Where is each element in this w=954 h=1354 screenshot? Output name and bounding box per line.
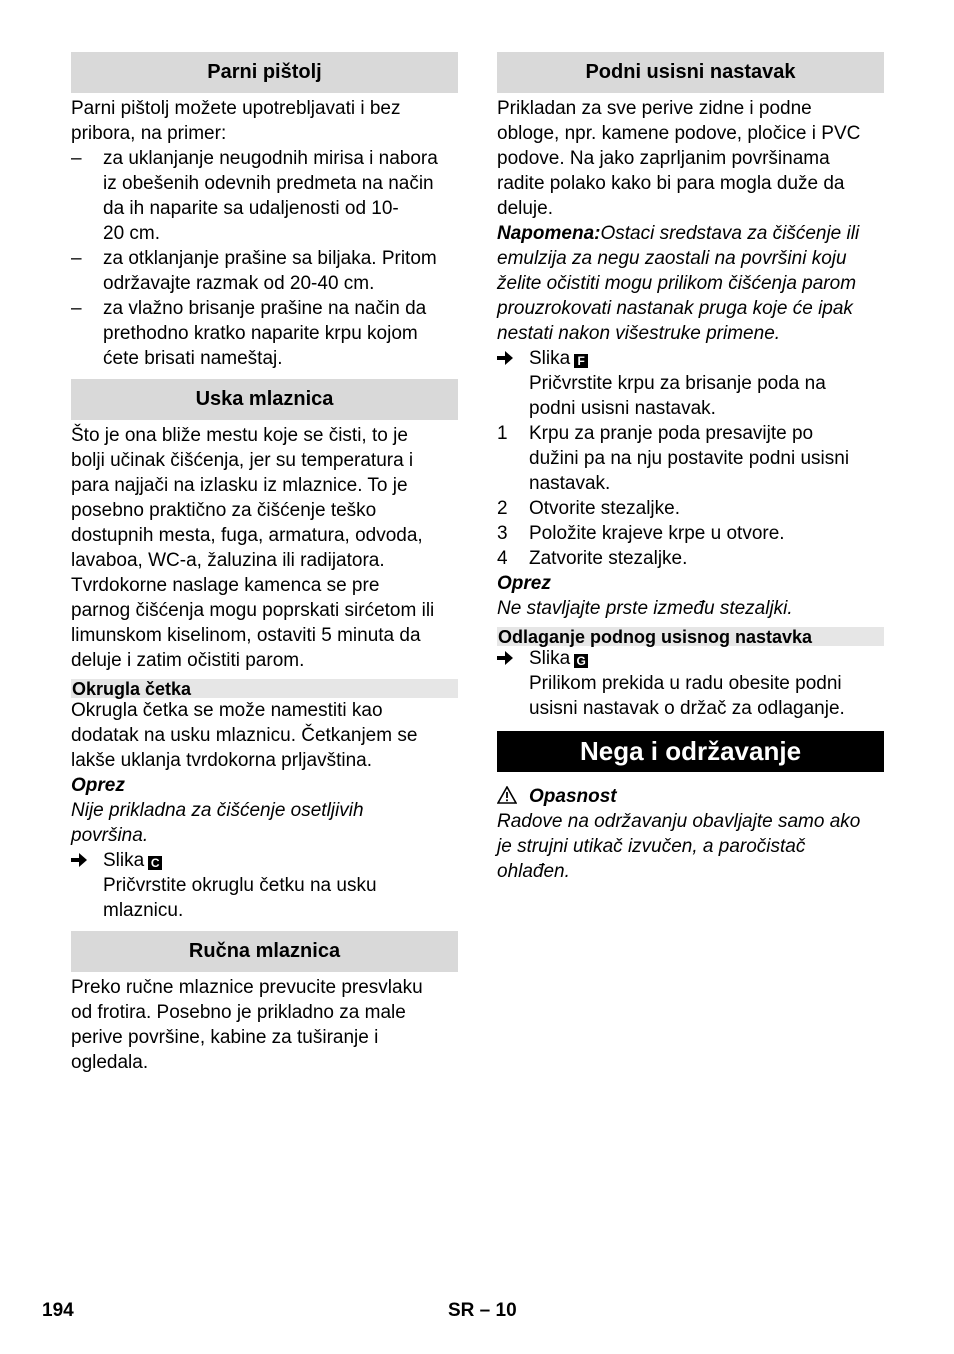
- text-line: Nije prikladna za čišćenje osetljivih: [71, 800, 364, 821]
- text-line: Otvorite stezaljke.: [529, 498, 680, 519]
- text-line: nestati nakon višestruke primene.: [497, 323, 781, 344]
- note: [497, 221, 884, 346]
- step-number: 4: [497, 548, 508, 569]
- danger-label: [497, 784, 884, 809]
- text-line: emulzija za negu zaostali na površini koju: [497, 248, 847, 269]
- text-line: lavaboa, WC-a, žaluzina ili radijatora.: [71, 550, 385, 571]
- figure-reference: [497, 346, 884, 421]
- text-line: parnog čišćenja mogu poprskati sirćetom ili: [71, 600, 435, 621]
- text-line: limunskom kiselinom, ostaviti 5 minuta da: [71, 625, 421, 646]
- text-line: Položite krajeve krpe u otvore.: [529, 523, 785, 544]
- text-line: 20 cm.: [103, 223, 161, 244]
- text-line: za uklanjanje neugodnih mirisa i nabora: [103, 148, 438, 169]
- arrow-right-icon: [497, 646, 529, 721]
- list-item: [71, 146, 458, 246]
- caution-label: Oprez: [71, 775, 125, 796]
- figure-reference: [497, 646, 884, 721]
- text-line: deluje i zatim očistiti parom.: [71, 650, 305, 671]
- text-line: podni usisni nastavak.: [529, 398, 716, 419]
- figure-letter-badge: C: [148, 856, 162, 870]
- dash-marker: –: [71, 148, 82, 169]
- text-line: Parni pištolj možete upotrebljavati i bez: [71, 98, 401, 119]
- text-line: posebno praktično za čišćenje teško: [71, 500, 377, 521]
- text-line: Što je ona bliže mestu koje se čisti, to je: [71, 425, 408, 446]
- figure-label: Slika: [529, 648, 571, 669]
- arrow-right-icon: [497, 346, 529, 421]
- text-line: prouzrokovati nastanak pruga koje će ipak: [497, 298, 853, 319]
- right-column: [497, 52, 884, 884]
- figure-letter-badge: G: [574, 654, 588, 668]
- paragraph: [71, 975, 458, 1075]
- figure-label: Slika: [103, 850, 145, 871]
- text-line: ohlađen.: [497, 861, 570, 882]
- dash-marker: –: [71, 298, 82, 319]
- text-line: pribora, na primer:: [71, 123, 227, 144]
- caution-label: Oprez: [497, 573, 551, 594]
- dash-marker: –: [71, 248, 82, 269]
- caution-text: Ne stavljajte prste između stezaljki.: [497, 598, 793, 619]
- text-line: Prilikom prekida u radu obesite podni: [529, 673, 842, 694]
- left-column: [71, 52, 458, 1075]
- text-line: za vlažno brisanje prašine na način da: [103, 298, 427, 319]
- caution-text: [71, 798, 458, 848]
- text-line: Prikladan za sve perive zidne i podne: [497, 98, 812, 119]
- section-heading-uska-mlaznica: Uska mlaznica: [71, 379, 458, 420]
- list-item: [71, 246, 458, 296]
- text-line: za otklanjanje prašine sa biljaka. Pritom: [103, 248, 437, 269]
- step-number: 2: [497, 498, 508, 519]
- text-line: dužini pa na nju postavite podni usisni: [529, 448, 850, 469]
- text-line: dostupnih mesta, fuga, armatura, odvoda,: [71, 525, 423, 546]
- text-line: Radove na održavanju obavljajte samo ako: [497, 811, 861, 832]
- text-line: Ostaci sredstava za čišćenje ili: [600, 223, 860, 244]
- list-item: [497, 521, 884, 546]
- note-label: Napomena:: [497, 223, 601, 244]
- list-item: [497, 546, 884, 571]
- text-line: ogledala.: [71, 1052, 149, 1073]
- text-line: bolji učinak čišćenja, jer su temperatura i: [71, 450, 414, 471]
- text-line: para najjači na izlasku iz mlaznice. To je: [71, 475, 408, 496]
- list-item: [497, 496, 884, 521]
- text-line: dodatak na usku mlaznicu. Četkanjem se: [71, 725, 418, 746]
- paragraph: [497, 96, 884, 221]
- text-line: usisni nastavak o držač za odlaganje.: [529, 698, 845, 719]
- step-number: 3: [497, 523, 508, 544]
- figure-reference: [71, 848, 458, 923]
- subheading-okrugla-cetka: Okrugla četka: [71, 679, 458, 698]
- figure-label: Slika: [529, 348, 571, 369]
- section-heading-parni-pistolj: Parni pištolj: [71, 52, 458, 93]
- text-line: da ih naparite sa udaljenosti od 10-: [103, 198, 399, 219]
- page-number: 194: [42, 1300, 74, 1321]
- text-line: Krpu za pranje poda presavijte po: [529, 423, 814, 444]
- list-item: [71, 296, 458, 371]
- section-heading-podni-usisni-nastavak: Podni usisni nastavak: [497, 52, 884, 93]
- danger-text: Opasnost: [529, 786, 617, 807]
- figure-letter-badge: F: [574, 354, 588, 368]
- text-line: perive površine, kabine za tuširanje i: [71, 1027, 379, 1048]
- text-line: prethodno kratko naparite krpu kojom: [103, 323, 418, 344]
- text-line: želite očistiti mogu prilikom čišćenja parom: [497, 273, 857, 294]
- text-line: Pričvrstite okruglu četku na usku: [103, 875, 377, 896]
- text-line: lakše uklanja tvrdokorna prljavština.: [71, 750, 372, 771]
- text-line: nastavak.: [529, 473, 611, 494]
- text-line: deluje.: [497, 198, 553, 219]
- language-page-code: SR – 10: [448, 1300, 517, 1321]
- text-line: radite polako kako bi para mogla duže da: [497, 173, 845, 194]
- danger-paragraph: [497, 809, 884, 884]
- warning-triangle-icon: [497, 786, 517, 804]
- chapter-title: Nega i održavanje: [497, 731, 884, 772]
- list-item: [497, 421, 884, 496]
- text-line: ćete brisati nameštaj.: [103, 348, 283, 369]
- text-line: Tvrdokorne naslage kamenca se pre: [71, 575, 380, 596]
- text-line: je strujni utikač izvučen, a paročistač: [497, 836, 806, 857]
- step-number: 1: [497, 423, 508, 444]
- text-line: održavajte razmak od 20-40 cm.: [103, 273, 375, 294]
- text-line: Okrugla četka se može namestiti kao: [71, 700, 383, 721]
- text-line: obloge, npr. kamene podove, pločice i PVC: [497, 123, 861, 144]
- text-line: Preko ručne mlaznice prevucite presvlaku: [71, 977, 423, 998]
- text-line: mlaznicu.: [103, 900, 184, 921]
- text-line: Pričvrstite krpu za brisanje poda na: [529, 373, 826, 394]
- paragraph: [71, 698, 458, 773]
- paragraph: [71, 96, 458, 146]
- text-line: iz obešenih odevnih predmeta na način: [103, 173, 434, 194]
- text-line: od frotira. Posebno je prikladno za male: [71, 1002, 406, 1023]
- text-line: Zatvorite stezaljke.: [529, 548, 688, 569]
- text-line: podove. Na jako zaprljanim površinama: [497, 148, 830, 169]
- paragraph: [71, 423, 458, 673]
- section-heading-rucna-mlaznica: Ručna mlaznica: [71, 931, 458, 972]
- text-line: površina.: [71, 825, 149, 846]
- subheading-odlaganje: Odlaganje podnog usisnog nastavka: [497, 627, 884, 646]
- arrow-right-icon: [71, 848, 103, 923]
